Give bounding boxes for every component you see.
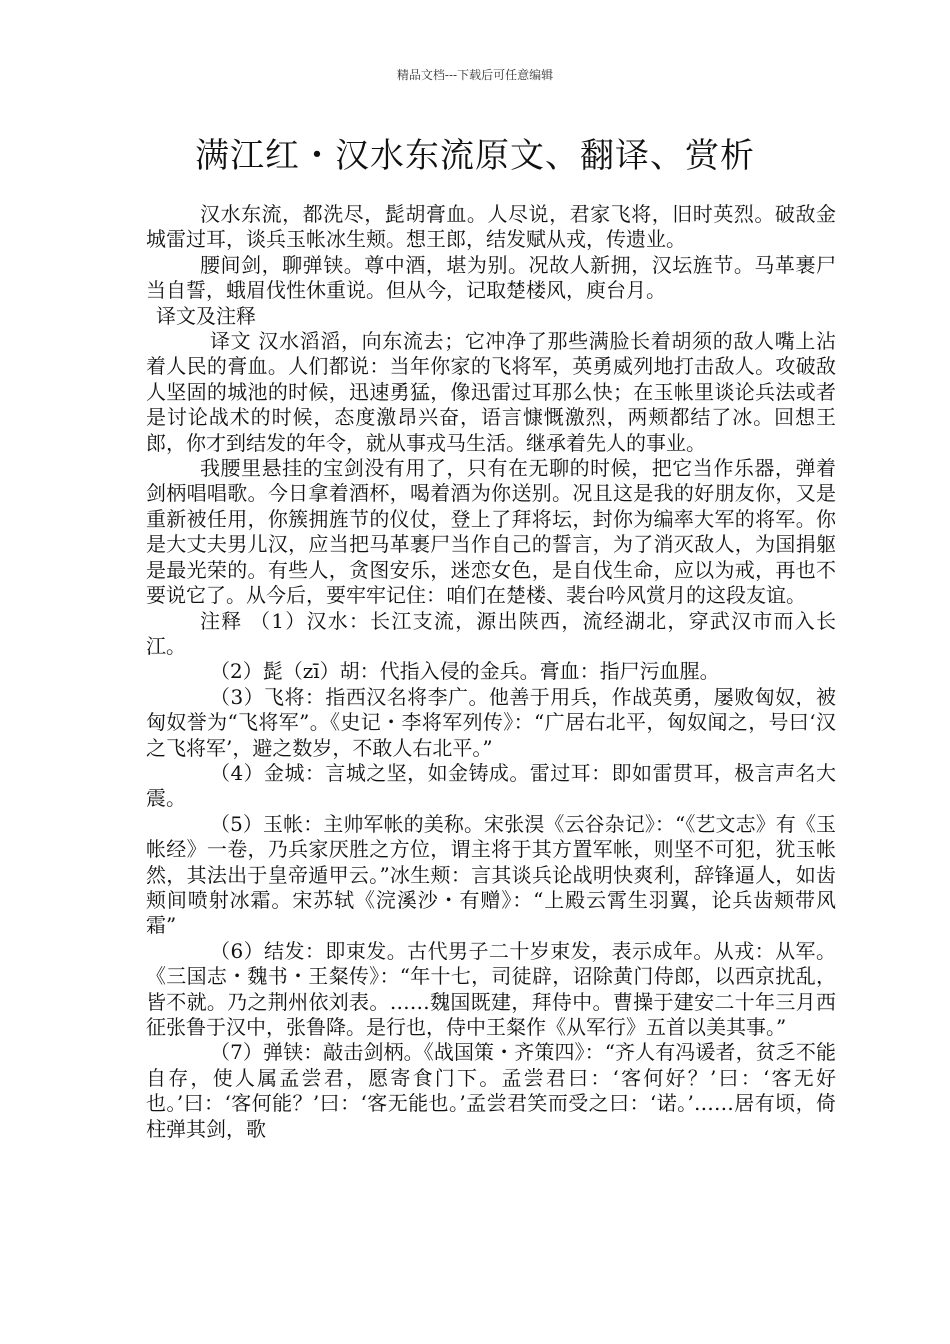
paragraph: 译文 汉水滔滔，向东流去；它冲净了那些满脸长着胡须的敌人嘴上沾着人民的膏血。人们都说：当年你家的飞将军，英勇威列地打击敌人。攻破敌人坚固的城池的时候，迅速勇猛，像迅雷过耳那么快；在玉帐里谈论兵法或者是讨论战术的时候，态度激昂兴奋，语言慷慨激烈，两颊都结了冰。回想王郎，你才到结发的年令，就从事戎马生活。继承着先人的事业。 [146,329,836,455]
note-item: （4）金城：言城之坚，如金铸成。雷过耳：即如雷贯耳，极言声名大震。 [146,760,836,811]
note-item: （5）玉帐：主帅军帐的美称。宋张淏《云谷杂记》：“《艺文志》有《玉帐经》一卷，乃兵家厌胜之方位，谓主将于其方置军帐，则坚不可犯，犹玉帐然，其法出于皇帝遁甲云。”冰生颊：言其谈兵论战明快爽利，辞锋逼人，如齿颊间喷射冰霜。宋苏轼《浣溪沙・有赠》：“上殿云霄生羽翼，论兵齿颊带风霜” [146,811,836,938]
document-body [146,202,836,1142]
note-item: （7）弹铗：敲击剑柄。《战国策・齐策四》：“齐人有冯谖者，贫乏不能自存，使人属孟尝君，愿寄食门下。孟尝君曰：‘客何好？’曰：‘客无好也。’曰：‘客何能？’曰：‘客无能也。’孟尝君笑而受之曰：‘诺。’……居有顷，倚柱弹其剑，歌 [146,1040,836,1141]
paragraph: 我腰里悬挂的宝剑没有用了，只有在无聊的时候，把它当作乐器，弹着剑柄唱唱歌。今日拿着酒杯，喝着酒为你送别。况且这是我的好朋友你，又是重新被任用，你簇拥旌节的仪仗，登上了拜将坛，封你为编率大军的将军。你是大丈夫男儿汉，应当把马革裹尸当作自己的誓言，为了消灭敌人，为国捐躯是最光荣的。有些人，贪图安乐，迷恋女色，是自伐生命，应以为戒，再也不要说它了。从今后，要牢牢记住：咱们在楚楼、裴台吟风赏月的这段友谊。 [146,456,836,608]
note-item: （6）结发：即束发。古代男子二十岁束发，表示成年。从戎：从军。《三国志・魏书・王粲传》：“年十七，司徒辟，诏除黄门侍郎，以西京扰乱，皆不就。乃之荆州依刘表。……魏国既建，拜侍中。曹操于建安二十年三月西征张鲁于汉中，张鲁降。是行也，侍中王粲作《从军行》五首以美其事。” [146,938,836,1039]
note-item: （2）髭（zī）胡：代指入侵的金兵。膏血：指尸污血腥。 [210,659,720,684]
note-item: 注释 （1）汉水：长江支流，源出陕西，流经湖北，穿武汉市而入长江。 [146,608,836,658]
page-header: 精品文档---下载后可任意编辑 [396,68,554,82]
section-heading: 译文及注释 [156,303,256,328]
paragraph: 腰间剑，聊弹铗。尊中酒，堪为别。况故人新拥，汉坛旌节。马革裹尸当自誓，蛾眉伐性休重说。但从今，记取楚楼风，庾台月。 [146,252,836,303]
page-title: 满江红・汉水东流原文、翻译、赏析 [195,136,755,176]
paragraph: 汉水东流，都洗尽，髭胡膏血。人尽说，君家飞将，旧时英烈。破敌金城雷过耳，谈兵玉帐冰生颊。想王郎，结发赋从戎，传遗业。 [146,202,836,252]
note-item: （3）飞将：指西汉名将李广。他善于用兵，作战英勇，屡败匈奴，被匈奴誉为“飞将军”。《史记・李将军列传》：“广居右北平，匈奴闻之，号曰‘汉之飞将军’，避之数岁，不敢人右北平。” [146,684,836,760]
